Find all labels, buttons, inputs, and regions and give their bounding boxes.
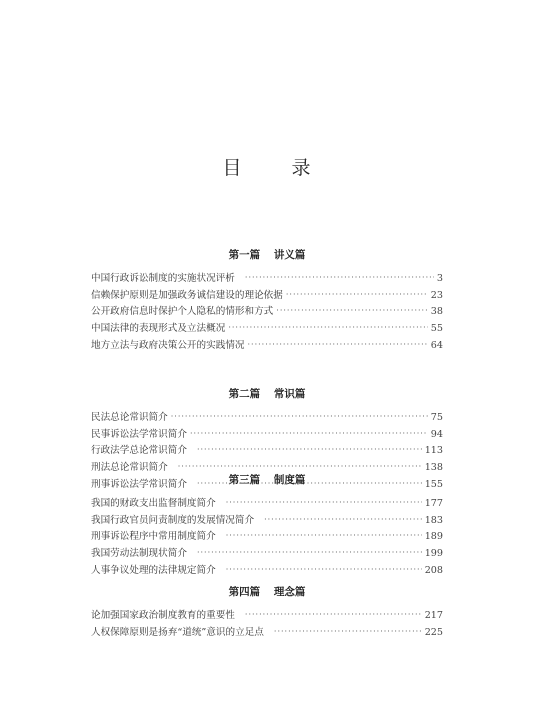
leader-dots bbox=[257, 512, 422, 529]
toc-section-3 bbox=[91, 472, 443, 579]
toc-entry[interactable] bbox=[91, 321, 443, 338]
entry-title: 论加强国家政治制度教育的重要性 bbox=[91, 610, 235, 621]
leader-dots bbox=[228, 320, 427, 337]
leader-dots bbox=[238, 607, 422, 624]
section-title: 制度篇 bbox=[273, 474, 306, 486]
entry-title: 刑事诉讼法学常识简介 bbox=[91, 478, 187, 490]
leader-dots bbox=[238, 270, 434, 287]
entry-title: 公开政府信息时保护个人隐私的情形和方式 bbox=[91, 306, 274, 318]
toc-entry[interactable] bbox=[91, 443, 443, 460]
toc-entry[interactable] bbox=[91, 625, 443, 642]
toc-entry[interactable] bbox=[91, 271, 443, 288]
entry-title: 民事诉讼法学常识简介 bbox=[91, 428, 187, 440]
entry-page: 177 bbox=[424, 498, 443, 509]
leader-dots bbox=[267, 624, 422, 641]
toc-section-1 bbox=[91, 247, 443, 354]
section-title: 理念篇 bbox=[273, 586, 306, 598]
section-heading bbox=[91, 247, 443, 263]
entry-page: 199 bbox=[424, 548, 443, 560]
toc-entry[interactable] bbox=[91, 513, 443, 530]
leader-dots bbox=[190, 426, 428, 443]
toc-entry[interactable] bbox=[91, 288, 443, 305]
entry-page: 55 bbox=[430, 323, 443, 335]
entry-page: 23 bbox=[430, 289, 443, 301]
entry-title: 我国劳动法制现状简介 bbox=[91, 548, 187, 560]
entry-page: 208 bbox=[424, 564, 443, 576]
section-number: 第一篇 bbox=[228, 249, 261, 261]
section-number: 第四篇 bbox=[228, 586, 261, 598]
entry-title: 人事争议处理的法律规定简介 bbox=[91, 564, 216, 576]
entry-page: 75 bbox=[430, 412, 443, 423]
entry-page: 225 bbox=[424, 626, 443, 638]
entry-title: 刑事诉讼程序中常用制度简介 bbox=[91, 531, 216, 543]
entry-title: 信赖保护原则是加强政务诚信建设的理论依据 bbox=[91, 289, 283, 301]
section-number: 第二篇 bbox=[228, 388, 261, 400]
leader-dots bbox=[286, 287, 428, 304]
entry-page: 189 bbox=[424, 531, 443, 543]
toc-entry[interactable] bbox=[91, 410, 443, 427]
section-title: 常识篇 bbox=[273, 388, 306, 400]
entry-page: 217 bbox=[424, 610, 443, 621]
leader-dots bbox=[276, 303, 428, 320]
toc-entry[interactable] bbox=[91, 338, 443, 355]
leader-dots bbox=[219, 528, 422, 545]
toc-entry[interactable] bbox=[91, 496, 443, 513]
section-heading bbox=[91, 386, 443, 402]
entry-page: 38 bbox=[430, 306, 443, 318]
section-heading bbox=[91, 584, 443, 600]
leader-dots bbox=[219, 495, 422, 512]
entry-page: 155 bbox=[424, 478, 443, 490]
leader-dots bbox=[248, 337, 428, 354]
entry-title: 地方立法与政府决策公开的实践情况 bbox=[91, 339, 245, 351]
entry-page: 138 bbox=[424, 462, 443, 474]
entry-title: 中国法律的表现形式及立法概况 bbox=[91, 323, 226, 335]
toc-entry[interactable] bbox=[91, 546, 443, 563]
entry-page: 183 bbox=[424, 514, 443, 526]
entry-page: 64 bbox=[430, 339, 443, 351]
entry-title: 中国行政诉讼制度的实施状况评析 bbox=[91, 273, 235, 284]
entry-page: 113 bbox=[424, 445, 443, 457]
toc-entry[interactable] bbox=[91, 563, 443, 580]
page-title: 目 录 bbox=[222, 157, 333, 179]
entry-title: 人权保障原则是扬弃“道统”意识的立足点 bbox=[91, 626, 264, 638]
toc-entry[interactable] bbox=[91, 608, 443, 625]
entry-page: 3 bbox=[436, 273, 443, 284]
section-heading bbox=[91, 472, 443, 488]
entry-title: 行政法学总论常识简介 bbox=[91, 445, 187, 457]
toc-section-4 bbox=[91, 584, 443, 641]
leader-dots bbox=[171, 409, 428, 426]
section-title: 讲义篇 bbox=[273, 249, 306, 261]
leader-dots bbox=[219, 562, 422, 579]
toc-entry[interactable] bbox=[91, 304, 443, 321]
entry-title: 我国的财政支出监督制度简介 bbox=[91, 498, 216, 509]
entry-title: 我国行政官员问责制度的发展情况简介 bbox=[91, 514, 255, 526]
toc-entry[interactable] bbox=[91, 427, 443, 444]
leader-dots bbox=[190, 545, 422, 562]
entry-page: 94 bbox=[430, 428, 443, 440]
toc-entry[interactable] bbox=[91, 529, 443, 546]
entry-title: 民法总论常识简介 bbox=[91, 412, 168, 423]
section-number: 第三篇 bbox=[228, 474, 261, 486]
leader-dots bbox=[190, 442, 422, 459]
entry-title: 刑法总论常识简介 bbox=[91, 462, 168, 474]
